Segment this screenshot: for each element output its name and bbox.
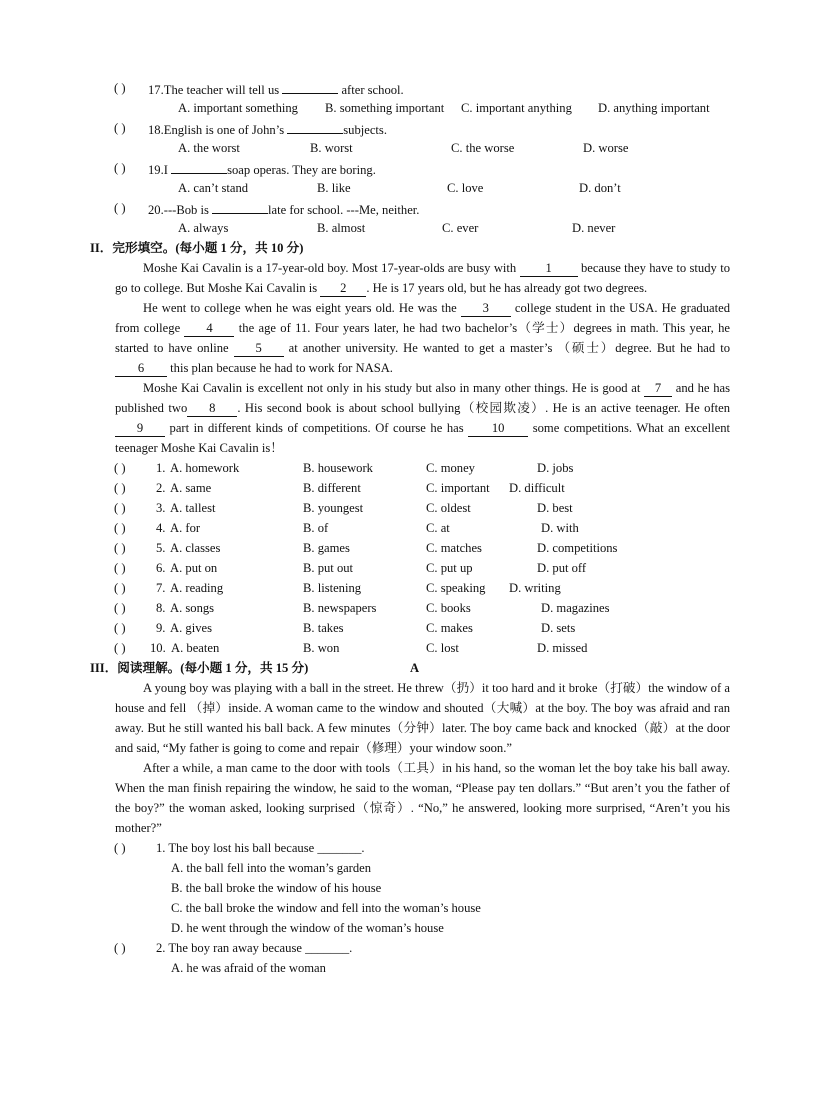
cloze-blank: 5	[234, 341, 284, 357]
reading-questions	[0, 838, 816, 978]
answer-paren: ( )	[114, 461, 126, 475]
option-c: C. lost	[426, 641, 459, 655]
option-b: B. games	[303, 541, 350, 555]
option-b: B. of	[303, 521, 329, 535]
question-number: 2.	[156, 481, 166, 495]
answer-paren: ( )	[114, 81, 126, 95]
question-number: 5.	[156, 541, 166, 555]
option-b: B. newspapers	[303, 601, 377, 615]
cloze-blank: 7	[644, 381, 672, 397]
question-row	[0, 838, 816, 858]
reading-heading: III．阅读理解。(每小题 1 分，共 15 分)	[90, 661, 309, 675]
option-row	[0, 898, 816, 918]
options-row	[0, 178, 816, 198]
options-row	[0, 138, 816, 158]
cloze-option-row	[0, 638, 816, 658]
option-c: C. money	[426, 461, 475, 475]
option: C. the ball broke the window and fell into the woman’s house	[171, 901, 481, 915]
cloze-blank: 6	[115, 361, 167, 377]
answer-paren: ( )	[114, 201, 126, 215]
question-number: 9.	[156, 621, 166, 635]
answer-paren: ( )	[114, 501, 126, 515]
option-d: D. competitions	[537, 541, 618, 555]
answer-paren: ( )	[114, 581, 126, 595]
option-c: C. makes	[426, 621, 473, 635]
option: A. can’t stand	[178, 181, 249, 195]
question-stem: 1. The boy lost his ball because _______.	[156, 841, 365, 855]
option: B. like	[317, 181, 351, 195]
answer-paren: ( )	[114, 941, 126, 955]
option: D. anything important	[598, 101, 710, 115]
option-d: D. sets	[541, 621, 576, 635]
option-b: B. youngest	[303, 501, 364, 515]
option-c: C. at	[426, 521, 450, 535]
cloze-passage	[0, 258, 816, 458]
exam-page	[0, 78, 816, 978]
paragraph: Moshe Kai Cavalin is a 17-year-old boy. Most 17-year-olds are busy with 1 because they have to study to go to college. But Moshe Kai Cavalin is 2 . He is 17 years old, but he has already got two degrees.	[115, 261, 730, 295]
options-row	[0, 98, 816, 118]
option-a: A. for	[170, 521, 201, 535]
option: D. worse	[583, 141, 629, 155]
question-number: 1.	[156, 461, 166, 475]
question-number: 4.	[156, 521, 166, 535]
cloze-options	[0, 458, 816, 658]
option-a: A. gives	[170, 621, 212, 635]
answer-paren: ( )	[114, 841, 126, 855]
option: A. always	[178, 221, 229, 235]
cloze-option-row	[0, 498, 816, 518]
answer-paren: ( )	[114, 541, 126, 555]
option-a: A. classes	[170, 541, 221, 555]
option-a: A. songs	[170, 601, 215, 615]
answer-blank	[287, 118, 343, 134]
answer-paren: ( )	[114, 601, 126, 615]
answer-blank	[282, 78, 338, 94]
question-stem: 19.I soap operas. They are boring.	[148, 158, 376, 180]
cloze-option-row	[0, 478, 816, 498]
question-row	[0, 78, 816, 98]
answer-paren: ( )	[114, 121, 126, 135]
option-c: C. oldest	[426, 501, 471, 515]
option-row	[0, 858, 816, 878]
option: C. ever	[442, 221, 479, 235]
cloze-blank: 1	[520, 261, 578, 277]
cloze-blank: 4	[184, 321, 234, 337]
option-a: A. beaten	[171, 641, 220, 655]
question-number: 6.	[156, 561, 166, 575]
cloze-option-row	[0, 518, 816, 538]
answer-paren: ( )	[114, 481, 126, 495]
question-number: 3.	[156, 501, 166, 515]
option-row	[0, 878, 816, 898]
question-stem: 17.The teacher will tell us after school.	[148, 78, 404, 100]
answer-blank	[212, 198, 268, 214]
option-c: C. important	[426, 481, 490, 495]
cloze-option-row	[0, 598, 816, 618]
option: C. important anything	[461, 101, 572, 115]
question-stem: 20.---Bob is late for school. ---Me, neither.	[148, 198, 419, 220]
option-d: D. missed	[537, 641, 588, 655]
answer-paren: ( )	[114, 561, 126, 575]
cloze-blank: 3	[461, 301, 511, 317]
paragraph: Moshe Kai Cavalin is excellent not only in his study but also in many other things. He is good at 7 and he has published two 8 . His second book is about school bullying（校园欺凌）. He is an active teenager. He often 9 part in different kinds of competitions. Of course he has 10 some competitions. What an excellent teenager Moshe Kai Cavalin is！	[115, 381, 730, 455]
reading-passage	[0, 678, 816, 838]
option: B. something important	[325, 101, 445, 115]
question-stem: 18.English is one of John’s subjects.	[148, 118, 387, 140]
option-d: D. writing	[509, 581, 561, 595]
section-heading	[0, 238, 816, 258]
option: D. he went through the window of the woman’s house	[171, 921, 444, 935]
option: D. never	[572, 221, 616, 235]
option-c: C. put up	[426, 561, 473, 575]
answer-paren: ( )	[114, 161, 126, 175]
option-d: D. jobs	[537, 461, 574, 475]
option-b: B. put out	[303, 561, 354, 575]
cloze-heading: II．完形填空。(每小题 1 分，共 10 分)	[90, 241, 304, 255]
option-c: C. books	[426, 601, 471, 615]
option-b: B. housework	[303, 461, 373, 475]
option-row	[0, 958, 816, 978]
options-row	[0, 218, 816, 238]
option-d: D. with	[541, 521, 579, 535]
option-row	[0, 918, 816, 938]
option-c: C. speaking	[426, 581, 486, 595]
cloze-option-row	[0, 538, 816, 558]
paragraph: A young boy was playing with a ball in the street. He threw（扔）it too hard and it broke（打破）the window of a house and fell （掉）inside. A woman came to the window and shouted（大喊）at the boy. The boy was afraid and ran away. But he still wanted his ball back. A few minutes（分钟）later. The boy came back and knocked（敲）at the door and said, “My father is going to come and repair（修理）your window soon.”	[115, 681, 730, 755]
option-c: C. matches	[426, 541, 482, 555]
option: B. worst	[310, 141, 353, 155]
option: A. important something	[178, 101, 298, 115]
option: D. don’t	[579, 181, 621, 195]
option: C. the worse	[451, 141, 515, 155]
answer-blank	[171, 158, 227, 174]
reading-section-letter: A	[410, 661, 420, 675]
question-number: 7.	[156, 581, 166, 595]
option-d: D. put off	[537, 561, 587, 575]
question-row	[0, 158, 816, 178]
cloze-blank: 8	[187, 401, 237, 417]
option-b: B. different	[303, 481, 361, 495]
option-b: B. takes	[303, 621, 344, 635]
question-row	[0, 118, 816, 138]
cloze-blank: 10	[468, 421, 528, 437]
option-a: A. put on	[170, 561, 218, 575]
question-stem: 2. The boy ran away because _______.	[156, 941, 353, 955]
option-b: B. won	[303, 641, 340, 655]
question-row	[0, 938, 816, 958]
answer-paren: ( )	[114, 521, 126, 535]
question-row	[0, 198, 816, 218]
part1-questions	[0, 78, 816, 238]
option: B. almost	[317, 221, 366, 235]
section-heading	[0, 658, 816, 678]
cloze-blank: 2	[320, 281, 366, 297]
question-number: 8.	[156, 601, 166, 615]
paragraph: After a while, a man came to the door with tools（工具）in his hand, so the woman let the boy take his ball away. When the man finish repairing the window, he said to the woman, “Please pay ten dollars.” “But aren’t you the father of the boy?” the woman asked, looking surprised（惊奇）. “No,” he answered, looking more surprised, “Aren’t you his mother?”	[115, 761, 730, 835]
question-number: 10.	[150, 641, 166, 655]
cloze-option-row	[0, 578, 816, 598]
option: A. the worst	[178, 141, 240, 155]
cloze-blank: 9	[115, 421, 165, 437]
option-d: D. difficult	[509, 481, 565, 495]
option-d: D. magazines	[541, 601, 610, 615]
option: A. the ball fell into the woman’s garden	[171, 861, 372, 875]
option-a: A. homework	[170, 461, 240, 475]
option-b: B. listening	[303, 581, 362, 595]
option-a: A. reading	[170, 581, 224, 595]
cloze-option-row	[0, 458, 816, 478]
option-a: A. tallest	[170, 501, 216, 515]
answer-paren: ( )	[114, 621, 126, 635]
answer-paren: ( )	[114, 641, 126, 655]
option: A. he was afraid of the woman	[171, 961, 326, 975]
option-a: A. same	[170, 481, 212, 495]
option: B. the ball broke the window of his house	[171, 881, 382, 895]
cloze-option-row	[0, 558, 816, 578]
option: C. love	[447, 181, 484, 195]
paragraph: He went to college when he was eight years old. He was the 3 college student in the USA. He graduated from college 4 the age of 11. Four years later, he had two bachelor’s（学士）degrees in math. This year, he started to have online 5 at another university. He wanted to get a master’s （硕士）degree. But he had to 6 this plan because he had to work for NASA.	[115, 301, 730, 375]
option-d: D. best	[537, 501, 573, 515]
cloze-option-row	[0, 618, 816, 638]
